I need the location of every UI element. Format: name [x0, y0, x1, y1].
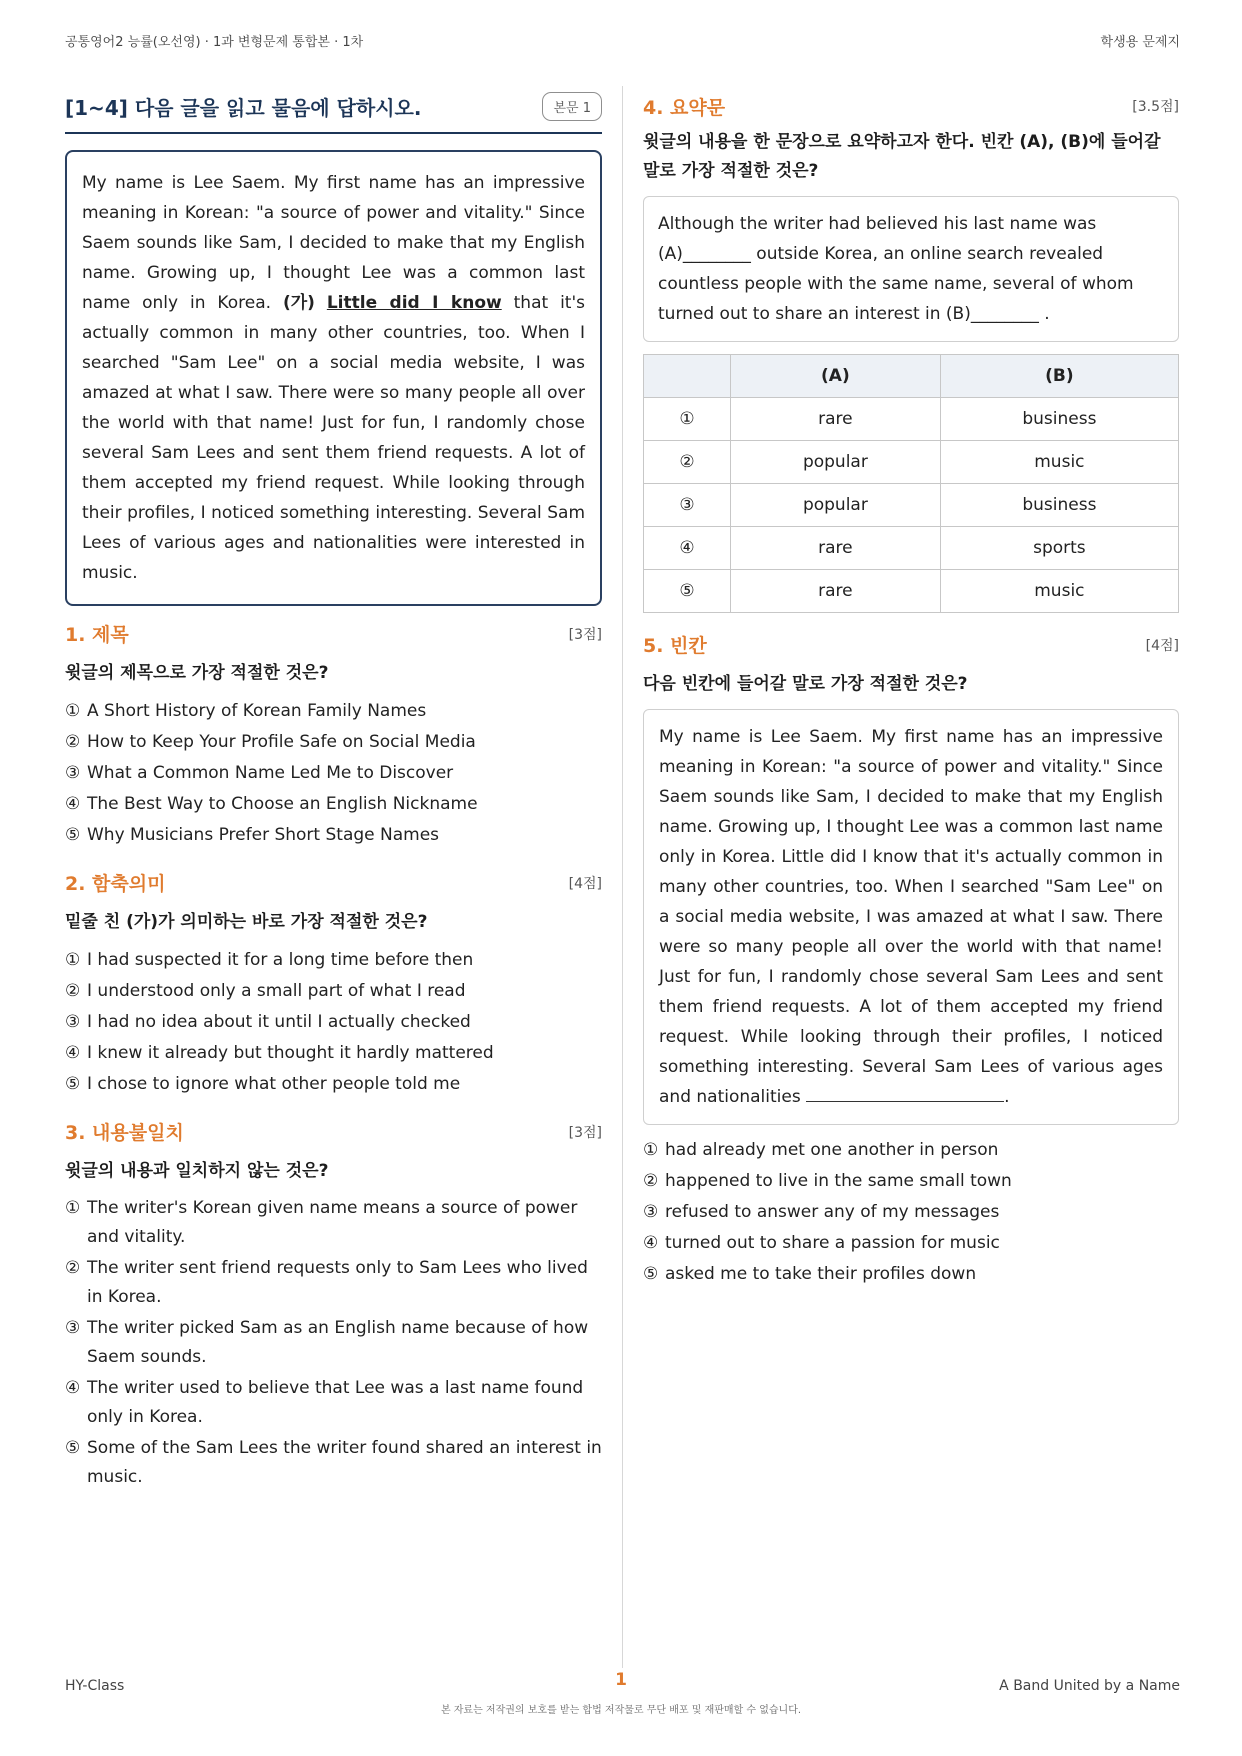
option-text: refused to answer any of my messages	[665, 1202, 1000, 1222]
option-text: How to Keep Your Profile Safe on Social Media	[87, 732, 476, 752]
option[interactable]	[65, 1314, 602, 1372]
page-number: 1	[615, 1670, 627, 1690]
option-number: ③	[643, 1202, 659, 1222]
option-text: I understood only a small part of what I read	[87, 981, 466, 1001]
right-column	[643, 88, 1179, 1290]
reading-passage	[65, 150, 602, 606]
table-row[interactable]	[644, 527, 1179, 570]
table-header-cell	[644, 355, 731, 398]
option[interactable]	[65, 1374, 602, 1432]
question-2-title: 2. 함축의미	[65, 873, 166, 895]
option[interactable]	[643, 1135, 1179, 1166]
passage-underlined: Little did I know	[326, 293, 502, 313]
cell-b: business	[940, 484, 1178, 527]
option-text: I had suspected it for a long time before then	[87, 950, 474, 970]
option-text: What a Common Name Led Me to Discover	[87, 763, 454, 783]
option-number: ②	[643, 1171, 659, 1191]
option-number: ④	[65, 1043, 81, 1063]
section-title: [1~4] 다음 글을 읽고 물음에 답하시오.	[65, 95, 422, 120]
option[interactable]	[65, 727, 602, 758]
question-2-points: [4점]	[568, 875, 602, 892]
option-number: ③	[65, 1318, 81, 1338]
header-title: 공통영어2 능률(오선영) · 1과 변형문제 통합본 · 1차	[65, 35, 364, 50]
table-header-row	[644, 355, 1179, 398]
cell-a: popular	[731, 484, 941, 527]
question-2-stem: 밑줄 친 (가)가 의미하는 바로 가장 적절한 것은?	[65, 912, 428, 932]
option-number: ①	[643, 1140, 659, 1160]
option[interactable]	[65, 1194, 602, 1252]
question-5-title: 5. 빈칸	[643, 635, 707, 657]
table-row[interactable]	[644, 441, 1179, 484]
option-number: ①	[65, 1198, 81, 1218]
left-column	[65, 88, 602, 1494]
option-text: The writer sent friend requests only to Sam Lees who lived in Korea.	[87, 1258, 588, 1307]
row-number: ④	[644, 527, 731, 570]
option[interactable]	[65, 696, 602, 727]
answer-blank	[806, 1083, 1004, 1102]
question-4-points: [3.5점]	[1132, 99, 1179, 115]
question-3-header	[65, 1118, 602, 1145]
question-2-header	[65, 869, 602, 896]
question-4-title: 4. 요약문	[643, 96, 726, 119]
passage-text-2: that it's actually common in many other countries, too. When I searched "Sam Lee" on a social media website, I was amazed at what I saw. There were so many people all over the world with that name! Just for fun, I randomly chose several Sam Lees and sent them friend requests. A lot of them accepted my friend request. While looking through their profiles, I noticed something interesting. Several Sam Lees of various ages and nationalities were interested in music.	[82, 293, 585, 583]
option[interactable]	[65, 1434, 602, 1492]
table-row[interactable]	[644, 398, 1179, 441]
question-5-header	[643, 631, 1179, 658]
footer-unit-title: A Band United by a Name	[999, 1678, 1180, 1694]
option[interactable]	[65, 1254, 602, 1312]
option-text: asked me to take their profiles down	[665, 1264, 977, 1284]
passage-mark: (가)	[282, 293, 315, 313]
option-text: The writer's Korean given name means a source of power and vitality.	[87, 1198, 578, 1247]
cell-a: rare	[731, 570, 941, 613]
blank-passage-text: My name is Lee Saem. My first name has an impressive meaning in Korean: "a source of power and vitality." Since Saem sounds like Sam, I decided to make that my English name. Growing up, I thought Lee was a common last name only in Korea. Little did I know that it's actually common in many other countries, too. When I searched "Sam Lee" on a social media website, I was amazed at what I saw. There were so many people all over the world with that name! Just for fun, I randomly chose several Sam Lees and sent them friend requests. A lot of them accepted my friend request. While looking through their profiles, I noticed something interesting. Several Sam Lees of various ages and nationalities	[659, 727, 1163, 1107]
question-4-header	[643, 88, 1179, 124]
option-text: The writer used to believe that Lee was a last name found only in Korea.	[87, 1378, 584, 1427]
section-header	[65, 88, 602, 124]
option[interactable]	[65, 758, 602, 789]
copyright-notice: 본 자료는 저작권의 보호를 받는 합법 저작물로 무단 배포 및 재판매할 수 없습니다.	[440, 1705, 802, 1716]
option-text: A Short History of Korean Family Names	[87, 701, 427, 721]
passage-text-1: My name is Lee Saem. My first name has an impressive meaning in Korean: "a source of power and vitality." Since Saem sounds like Sam, I decided to make that my English name. Growing up, I thought Lee was a common last name only in Korea.	[82, 173, 585, 313]
option-text: I chose to ignore what other people told me	[87, 1074, 461, 1094]
option-text: The writer picked Sam as an English name because of how Saem sounds.	[87, 1318, 589, 1367]
question-1-stem: 윗글의 제목으로 가장 적절한 것은?	[65, 663, 329, 683]
option-text: turned out to share a passion for music	[665, 1233, 1000, 1253]
option[interactable]	[643, 1259, 1179, 1290]
option-number: ④	[643, 1233, 659, 1253]
row-number: ①	[644, 398, 731, 441]
option[interactable]	[65, 1038, 602, 1069]
question-3-options	[65, 1194, 602, 1492]
option-number: ①	[65, 950, 81, 970]
row-number: ②	[644, 441, 731, 484]
option-text: Why Musicians Prefer Short Stage Names	[87, 825, 440, 845]
footer-brand: HY-Class	[65, 1678, 125, 1694]
question-2-options	[65, 945, 602, 1100]
option-number: ⑤	[65, 825, 81, 845]
cell-b: music	[940, 441, 1178, 484]
question-3-points: [3점]	[568, 1124, 602, 1141]
question-5-options	[643, 1135, 1179, 1290]
table-header-cell: (B)	[940, 355, 1178, 398]
cell-b: music	[940, 570, 1178, 613]
cell-b: sports	[940, 527, 1178, 570]
option-text: happened to live in the same small town	[665, 1171, 1012, 1191]
option[interactable]	[65, 1007, 602, 1038]
table-row[interactable]	[644, 484, 1179, 527]
option-number: ②	[65, 1258, 81, 1278]
option[interactable]	[65, 820, 602, 851]
question-3-stem: 윗글의 내용과 일치하지 않는 것은?	[65, 1161, 329, 1181]
cell-a: rare	[731, 527, 941, 570]
option[interactable]	[65, 789, 602, 820]
table-header-cell: (A)	[731, 355, 941, 398]
question-1-title: 1. 제목	[65, 624, 129, 646]
cell-b: business	[940, 398, 1178, 441]
option-text: I knew it already but thought it hardly mattered	[87, 1043, 494, 1063]
option-number: ④	[65, 1378, 81, 1398]
question-1-points: [3점]	[568, 626, 602, 643]
option[interactable]	[65, 945, 602, 976]
option-text: had already met one another in person	[665, 1140, 999, 1160]
option-number: ③	[65, 1012, 81, 1032]
cell-a: popular	[731, 441, 941, 484]
blank-passage-end: .	[1004, 1087, 1010, 1107]
option-text: The Best Way to Choose an English Nickname	[87, 794, 478, 814]
option-text: I had no idea about it until I actually checked	[87, 1012, 471, 1032]
option-text: Some of the Sam Lees the writer found shared an interest in music.	[87, 1438, 602, 1487]
question-4-stem: 윗글의 내용을 한 문장으로 요약하고자 한다. 빈칸 (A), (B)에 들어갈 말로 가장 적절한 것은?	[643, 132, 1161, 181]
option[interactable]	[643, 1197, 1179, 1228]
column-divider	[622, 86, 623, 1668]
question-1-options	[65, 696, 602, 851]
question-1-header	[65, 620, 602, 647]
table-row[interactable]	[644, 570, 1179, 613]
question-3-title: 3. 내용불일치	[65, 1122, 184, 1144]
summary-box: Although the writer had believed his last name was (A)________ outside Korea, an online search revealed countless people with the same name, several of whom turned out to share an interest in (B)________ .	[643, 196, 1179, 342]
option-number: ⑤	[65, 1074, 81, 1094]
section-rule	[65, 132, 602, 134]
option[interactable]	[643, 1228, 1179, 1259]
cell-a: rare	[731, 398, 941, 441]
answer-table	[643, 354, 1179, 613]
question-5-points: [4점]	[1145, 637, 1179, 654]
option-number: ⑤	[643, 1264, 659, 1284]
row-number: ③	[644, 484, 731, 527]
option[interactable]	[65, 1069, 602, 1100]
option-number: ②	[65, 732, 81, 752]
passage-badge: 본문 1	[542, 92, 602, 121]
row-number: ⑤	[644, 570, 731, 613]
option[interactable]	[643, 1166, 1179, 1197]
option-number: ③	[65, 763, 81, 783]
option[interactable]	[65, 976, 602, 1007]
question-5-stem: 다음 빈칸에 들어갈 말로 가장 적절한 것은?	[643, 674, 968, 694]
option-number: ⑤	[65, 1438, 81, 1458]
option-number: ②	[65, 981, 81, 1001]
option-number: ④	[65, 794, 81, 814]
option-number: ①	[65, 701, 81, 721]
blank-passage	[643, 709, 1179, 1125]
header-label: 학생용 문제지	[1100, 35, 1180, 50]
